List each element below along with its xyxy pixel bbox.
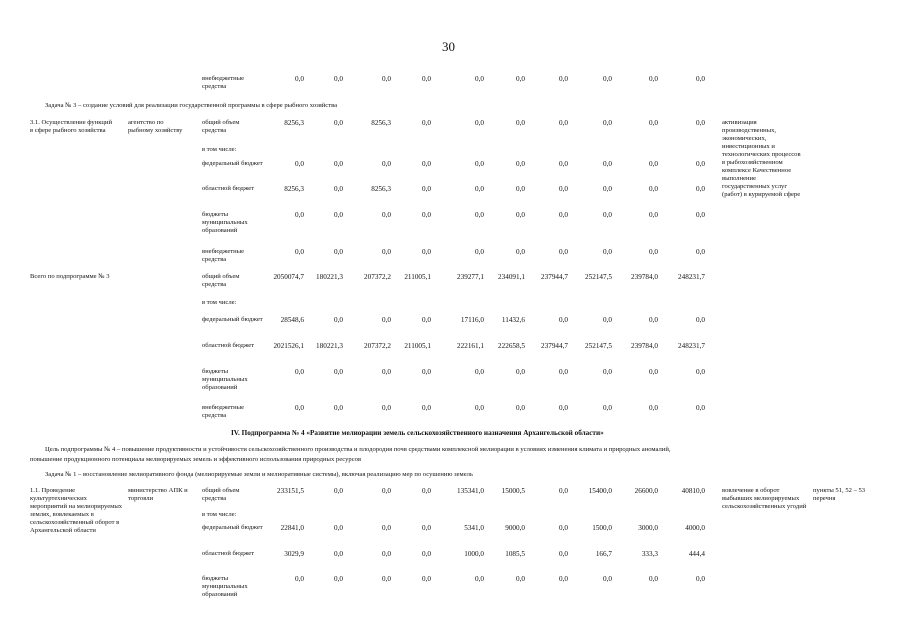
funding-value-cell: 0,0: [295, 160, 304, 168]
funding-value-cell: 0,0: [382, 248, 391, 256]
funding-value-cell: 239784,0: [631, 342, 658, 350]
funding-value-cell: 0,0: [295, 404, 304, 412]
funding-value-cell: 248231,7: [678, 273, 705, 281]
funding-value-cell: 8256,3: [284, 185, 304, 193]
funding-value-cell: 0,0: [649, 575, 658, 583]
funding-value-cell: 0,0: [334, 316, 343, 324]
funding-value-cell: 0,0: [649, 185, 658, 193]
funding-value-cell: 0,0: [696, 404, 705, 412]
funding-value-cell: 0,0: [559, 119, 568, 127]
funding-value-cell: 248231,7: [678, 342, 705, 350]
funding-value-cell: 207372,2: [364, 342, 391, 350]
funding-value-cell: 0,0: [696, 75, 705, 83]
funding-value-cell: 166,7: [595, 550, 612, 558]
funding-value-cell: 0,0: [382, 487, 391, 495]
funding-value-cell: 0,0: [603, 248, 612, 256]
funding-value-cell: 222161,1: [457, 342, 484, 350]
funding-value-cell: 0,0: [516, 248, 525, 256]
funding-value-cell: 5341,0: [464, 524, 484, 532]
funding-value-cell: 15400,0: [588, 487, 612, 495]
funding-value-cell: 0,0: [422, 404, 431, 412]
funding-source-label: общий объем средства: [202, 487, 240, 502]
funding-value-cell: 0,0: [422, 368, 431, 376]
funding-value-cell: 0,0: [603, 211, 612, 219]
funding-value-cell: 0,0: [559, 550, 568, 558]
funding-value-cell: 0,0: [603, 75, 612, 83]
funding-source-label: внебюджетные средства: [202, 75, 245, 90]
funding-value-cell: 0,0: [516, 575, 525, 583]
funding-value-cell: 0,0: [559, 185, 568, 193]
funding-value-cell: 11432,6: [501, 316, 525, 324]
funding-value-cell: 0,0: [649, 75, 658, 83]
funding-value-cell: 0,0: [696, 185, 705, 193]
funding-value-cell: 0,0: [559, 368, 568, 376]
funding-source-label: внебюджетные средства: [202, 404, 245, 419]
funding-value-cell: 0,0: [475, 404, 484, 412]
funding-value-cell: 0,0: [334, 575, 343, 583]
funding-value-cell: 0,0: [649, 316, 658, 324]
funding-value-cell: 0,0: [382, 524, 391, 532]
funding-value-cell: 0,0: [422, 185, 431, 193]
task-heading: Задача № 3 – создание условий для реализации государственной программы в сфере рыбного хозяйства: [45, 102, 338, 109]
funding-value-cell: 0,0: [603, 160, 612, 168]
funding-value-cell: 4000,0: [685, 524, 705, 532]
funding-value-cell: 0,0: [334, 524, 343, 532]
funding-value-cell: 1000,0: [464, 550, 484, 558]
funding-source-label: общий объем средства: [202, 119, 240, 134]
funding-value-cell: 135341,0: [457, 487, 484, 495]
funding-value-cell: 0,0: [334, 185, 343, 193]
funding-value-cell: 0,0: [696, 368, 705, 376]
funding-value-cell: 0,0: [334, 368, 343, 376]
funding-value-cell: 0,0: [559, 524, 568, 532]
funding-value-cell: 0,0: [422, 524, 431, 532]
funding-value-cell: 0,0: [382, 404, 391, 412]
funding-value-cell: 22841,0: [280, 524, 304, 532]
funding-value-cell: 0,0: [422, 119, 431, 127]
funding-value-cell: 0,0: [696, 248, 705, 256]
funding-value-cell: 0,0: [559, 160, 568, 168]
funding-value-cell: 0,0: [475, 75, 484, 83]
activity-name: 3.1. Осуществление функций в сфере рыбного хозяйства: [30, 119, 113, 134]
funding-value-cell: 333,3: [641, 550, 658, 558]
subprogram-goal: Цель подпрограммы № 4 – повышение продуктивности и устойчивости сельскохозяйственного производства и плодородия почв средствами комплексной мелиорации в условиях изменения климата и природных аномалий,: [45, 446, 671, 453]
funding-value-cell: 0,0: [603, 119, 612, 127]
funding-value-cell: 0,0: [475, 185, 484, 193]
funding-value-cell: 239784,0: [631, 273, 658, 281]
funding-value-cell: 0,0: [382, 75, 391, 83]
funding-value-cell: 233151,5: [277, 487, 304, 495]
funding-value-cell: 0,0: [382, 550, 391, 558]
funding-value-cell: 180221,3: [316, 342, 343, 350]
funding-value-cell: 0,0: [475, 119, 484, 127]
funding-value-cell: 0,0: [603, 404, 612, 412]
funding-value-cell: 0,0: [382, 575, 391, 583]
funding-value-cell: 0,0: [382, 160, 391, 168]
funding-value-cell: 0,0: [696, 316, 705, 324]
page-number: 30: [442, 39, 455, 54]
funding-value-cell: 0,0: [382, 211, 391, 219]
funding-value-cell: 0,0: [649, 404, 658, 412]
funding-value-cell: 239277,1: [457, 273, 484, 281]
funding-source-label: в том числе:: [202, 299, 237, 306]
funding-value-cell: 0,0: [422, 575, 431, 583]
funding-value-cell: 0,0: [334, 160, 343, 168]
funding-value-cell: 0,0: [559, 75, 568, 83]
funding-value-cell: 1500,0: [592, 524, 612, 532]
funding-value-cell: 0,0: [334, 404, 343, 412]
funding-source-label: в том числе:: [202, 146, 237, 153]
funding-value-cell: 0,0: [422, 160, 431, 168]
funding-source-label: федеральный бюджет: [202, 524, 263, 531]
funding-value-cell: 211005,1: [404, 342, 431, 350]
funding-value-cell: 0,0: [334, 119, 343, 127]
funding-value-cell: 0,0: [649, 119, 658, 127]
funding-source-label: областной бюджет: [202, 342, 255, 349]
funding-value-cell: 0,0: [516, 211, 525, 219]
funding-source-label: бюджеты муниципальных образований: [202, 575, 248, 598]
funding-source-label: внебюджетные средства: [202, 248, 245, 263]
funding-source-label: областной бюджет: [202, 185, 255, 192]
funding-value-cell: 0,0: [422, 316, 431, 324]
subprogram-total-label: Всего по подпрограмме № 3: [30, 273, 110, 280]
funding-value-cell: 2021526,1: [273, 342, 304, 350]
funding-value-cell: 0,0: [603, 575, 612, 583]
funding-value-cell: 234091,1: [498, 273, 525, 281]
funding-value-cell: 8256,3: [371, 119, 391, 127]
funding-value-cell: 0,0: [295, 211, 304, 219]
funding-value-cell: 0,0: [559, 575, 568, 583]
funding-value-cell: 0,0: [696, 119, 705, 127]
funding-value-cell: 207372,2: [364, 273, 391, 281]
funding-value-cell: 0,0: [696, 211, 705, 219]
funding-value-cell: 0,0: [334, 550, 343, 558]
funding-value-cell: 252147,5: [585, 273, 612, 281]
task-heading: Задача № 1 – восстановление мелиоративного фонда (мелиорируемые земли и мелиоративные системы), включая реализацию мер по осушению земель: [45, 471, 473, 478]
funding-value-cell: 0,0: [649, 248, 658, 256]
funding-value-cell: 0,0: [559, 248, 568, 256]
funding-value-cell: 0,0: [382, 368, 391, 376]
funding-value-cell: 3029,9: [284, 550, 304, 558]
funding-value-cell: 0,0: [559, 404, 568, 412]
funding-value-cell: 26600,0: [634, 487, 658, 495]
funding-value-cell: 0,0: [475, 575, 484, 583]
funding-value-cell: 0,0: [422, 211, 431, 219]
funding-value-cell: 0,0: [649, 160, 658, 168]
funding-value-cell: 0,0: [295, 575, 304, 583]
activity-result: вовлечение в оборот выбывших мелиорируемых сельскохозяйственных угодий: [722, 487, 807, 510]
funding-value-cell: 3000,0: [638, 524, 658, 532]
funding-value-cell: 0,0: [382, 316, 391, 324]
funding-value-cell: 0,0: [559, 211, 568, 219]
funding-value-cell: 0,0: [475, 248, 484, 256]
funding-value-cell: 0,0: [696, 160, 705, 168]
section-title: IV. Подпрограмма № 4 «Развитие мелиорации земель сельскохозяйственного назначения Архангельской области»: [231, 429, 604, 437]
funding-value-cell: 0,0: [516, 119, 525, 127]
funding-value-cell: 40810,0: [681, 487, 705, 495]
funding-value-cell: 0,0: [559, 316, 568, 324]
funding-value-cell: 0,0: [475, 368, 484, 376]
funding-value-cell: 0,0: [475, 160, 484, 168]
funding-value-cell: 237944,7: [541, 273, 568, 281]
funding-value-cell: 0,0: [696, 575, 705, 583]
funding-source-label: общий объем средства: [202, 273, 240, 288]
funding-value-cell: 222658,5: [498, 342, 525, 350]
funding-value-cell: 8256,3: [371, 185, 391, 193]
funding-value-cell: 0,0: [649, 368, 658, 376]
funding-value-cell: 0,0: [334, 75, 343, 83]
funding-value-cell: 0,0: [603, 185, 612, 193]
funding-value-cell: 15000,5: [501, 487, 525, 495]
funding-value-cell: 0,0: [295, 248, 304, 256]
funding-value-cell: 8256,3: [284, 119, 304, 127]
funding-value-cell: 0,0: [422, 75, 431, 83]
funding-value-cell: 0,0: [516, 368, 525, 376]
activity-name: 1.1. Проведение культуртехнических мероприятий на мелиорируемых землях, вовлекаемых в сельскохозяйственный оборот в Архангельской области: [30, 487, 123, 534]
funding-value-cell: 0,0: [475, 211, 484, 219]
activity-executor: агентство по рыбному хозяйству: [128, 119, 183, 134]
funding-value-cell: 211005,1: [404, 273, 431, 281]
funding-value-cell: 2050074,7: [273, 273, 304, 281]
funding-value-cell: 0,0: [516, 185, 525, 193]
funding-source-label: областной бюджет: [202, 550, 255, 557]
funding-value-cell: 0,0: [422, 487, 431, 495]
funding-value-cell: 0,0: [334, 211, 343, 219]
subprogram-goal: повышение продукционного потенциала мелиорируемых земель и эффективного использования природных ресурсов: [30, 456, 362, 463]
funding-source-label: бюджеты муниципальных образований: [202, 368, 248, 391]
funding-value-cell: 1085,5: [505, 550, 525, 558]
activity-result: активизация производственных, экономических, инвестиционных и технологических процессов в рыбохозяйственном комплексе Качественное выполнение государственных услуг (работ) в курируемой сфере: [722, 119, 801, 198]
funding-value-cell: 0,0: [295, 368, 304, 376]
funding-source-label: федеральный бюджет: [202, 316, 263, 323]
activity-executor: министерство АПК и торговли: [128, 487, 188, 502]
funding-source-label: в том числе:: [202, 511, 237, 518]
funding-value-cell: 28548,6: [280, 316, 304, 324]
funding-value-cell: 237944,7: [541, 342, 568, 350]
funding-value-cell: 0,0: [422, 550, 431, 558]
funding-value-cell: 0,0: [649, 211, 658, 219]
funding-value-cell: 0,0: [516, 75, 525, 83]
funding-value-cell: 9000,0: [505, 524, 525, 532]
funding-value-cell: 0,0: [516, 160, 525, 168]
program-reference: пункты 51, 52 – 53 перечня: [813, 487, 866, 502]
funding-value-cell: 0,0: [559, 487, 568, 495]
funding-value-cell: 444,4: [688, 550, 705, 558]
funding-value-cell: 252147,5: [585, 342, 612, 350]
funding-value-cell: 0,0: [516, 404, 525, 412]
funding-value-cell: 17116,0: [460, 316, 484, 324]
funding-source-label: бюджеты муниципальных образований: [202, 211, 248, 234]
funding-value-cell: 0,0: [295, 75, 304, 83]
funding-value-cell: 0,0: [603, 368, 612, 376]
funding-value-cell: 0,0: [603, 316, 612, 324]
funding-value-cell: 0,0: [334, 487, 343, 495]
funding-value-cell: 0,0: [334, 248, 343, 256]
funding-value-cell: 0,0: [422, 248, 431, 256]
funding-value-cell: 180221,3: [316, 273, 343, 281]
funding-source-label: федеральный бюджет: [202, 160, 263, 167]
